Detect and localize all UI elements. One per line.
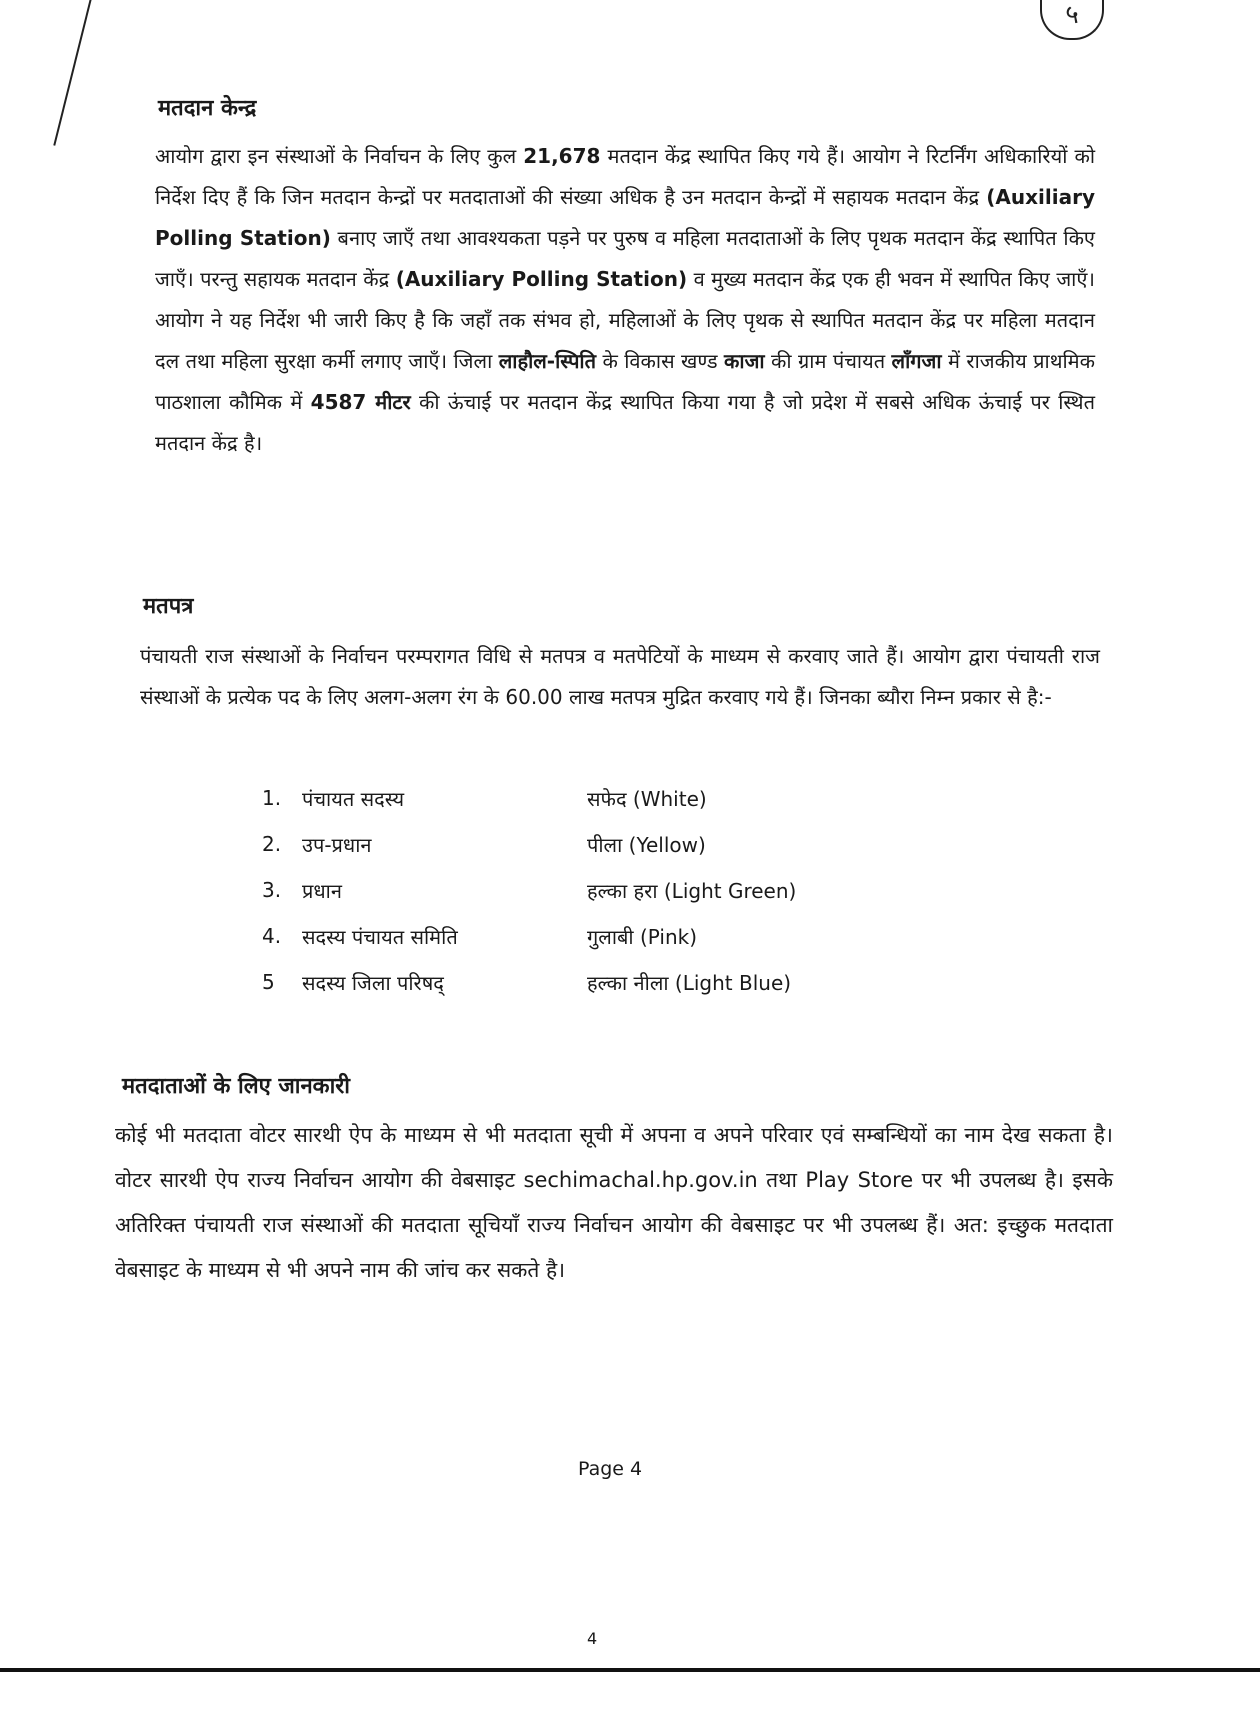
block-name: काजा	[724, 349, 765, 373]
altitude: 4587 मीटर	[310, 390, 411, 414]
paragraph-polling-stations: आयोग द्वारा इन संस्थाओं के निर्वाचन के लिए कुल 21,678 मतदान केंद्र स्थापित किए गये हैं। आयोग ने रिटर्निंग अधिकारियों को निर्देश दिए हैं कि जिन मतदान केन्द्रों पर मतदाताओं की संख्या अधिक है उन मतदान केन्द्रों में सहायक मतदान केंद्र (Auxiliary Polling Station) बनाए जाएँ तथा आवश्यकता पड़ने पर पुरुष व महिला मतदाताओं के लिए पृथक मतदान केंद्र स्थापित किए जाएँ। परन्तु सहायक मतदान केंद्र (Auxiliary Polling Station) व मुख्य मतदान केंद्र एक ही भवन में स्थापित किए जाएँ। आयोग ने यह निर्देश भी जारी किए है कि जहाँ तक संभव हो, महिलाओं के लिए पृथक से स्थापित मतदान केंद्र पर महिला मतदान दल तथा महिला सुरक्षा कर्मी लगाए जाएँ। जिला लाहौल-स्पिति के विकास खण्ड काजा की ग्राम पंचायत लाँगजा में राजकीय प्राथमिक पाठशाला कौमिक में 4587 मीटर की ऊंचाई पर मतदान केंद्र स्थापित किया गया है जो प्रदेश में सबसे अधिक ऊंचाई पर स्थित मतदान केंद्र है।	[155, 144, 1095, 455]
bottom-rule	[0, 1668, 1260, 1672]
paragraph-ballot-papers: पंचायती राज संस्थाओं के निर्वाचन परम्परागत विधि से मतपत्र व मतपेटियों के माध्यम से करवाए जाते हैं। आयोग द्वारा पंचायती राज संस्थाओं के प्रत्येक पद के लिए अलग-अलग रंग के 60.00 लाख मतपत्र मुद्रित करवाए गये हैं। जिनका ब्यौरा निम्न प्रकार से है:-	[140, 644, 1100, 709]
heading-ballot-papers: मतपत्र	[143, 594, 194, 619]
heading-voter-information: मतदाताओं के लिए जानकारी	[122, 1074, 350, 1099]
footer-page-label: Page 4	[578, 1458, 643, 1480]
list-item: 2. उप-प्रधान पीला (Yellow)	[262, 832, 706, 857]
list-item: 3. प्रधान हल्का हरा (Light Green)	[262, 878, 797, 903]
footer-page-number: 4	[587, 1629, 598, 1648]
station-count: 21,678	[523, 144, 601, 168]
list-item: 4. सदस्य पंचायत समिति गुलाबी (Pink)	[262, 924, 697, 949]
district-name: लाहौल-स्पिति	[498, 349, 597, 373]
ballot-color-list	[262, 775, 882, 1005]
list-item: 1. पंचायत सदस्य सफेद (White)	[262, 786, 707, 811]
page-mark: ५	[1040, 0, 1104, 40]
auxiliary-term-1: (Auxiliary Polling Station)	[155, 185, 1095, 250]
list-item: 5 सदस्य जिला परिषद् हल्का नीला (Light Blue)	[262, 970, 792, 995]
village-name: लाँगजा	[891, 349, 942, 373]
margin-line	[53, 0, 94, 146]
heading-polling-stations: मतदान केन्द्र	[158, 96, 257, 121]
auxiliary-term-2: (Auxiliary Polling Station)	[395, 267, 688, 291]
paragraph-voter-information: कोई भी मतदाता वोटर सारथी ऐप के माध्यम से भी मतदाता सूची में अपना व अपने परिवार एवं सम्बन्धियों का नाम देख सकता है। वोटर सारथी ऐप राज्य निर्वाचन आयोग की वेबसाइट sechimachal.hp.gov.in तथा Play Store पर भी उपलब्ध है। इसके अतिरिक्त पंचायती राज संस्थाओं की मतदाता सूचियाँ राज्य निर्वाचन आयोग की वेबसाइट पर भी उपलब्ध हैं। अत: इच्छुक मतदाता वेबसाइट के माध्यम से भी अपने नाम की जांच कर सकते है।	[115, 1123, 1113, 1282]
